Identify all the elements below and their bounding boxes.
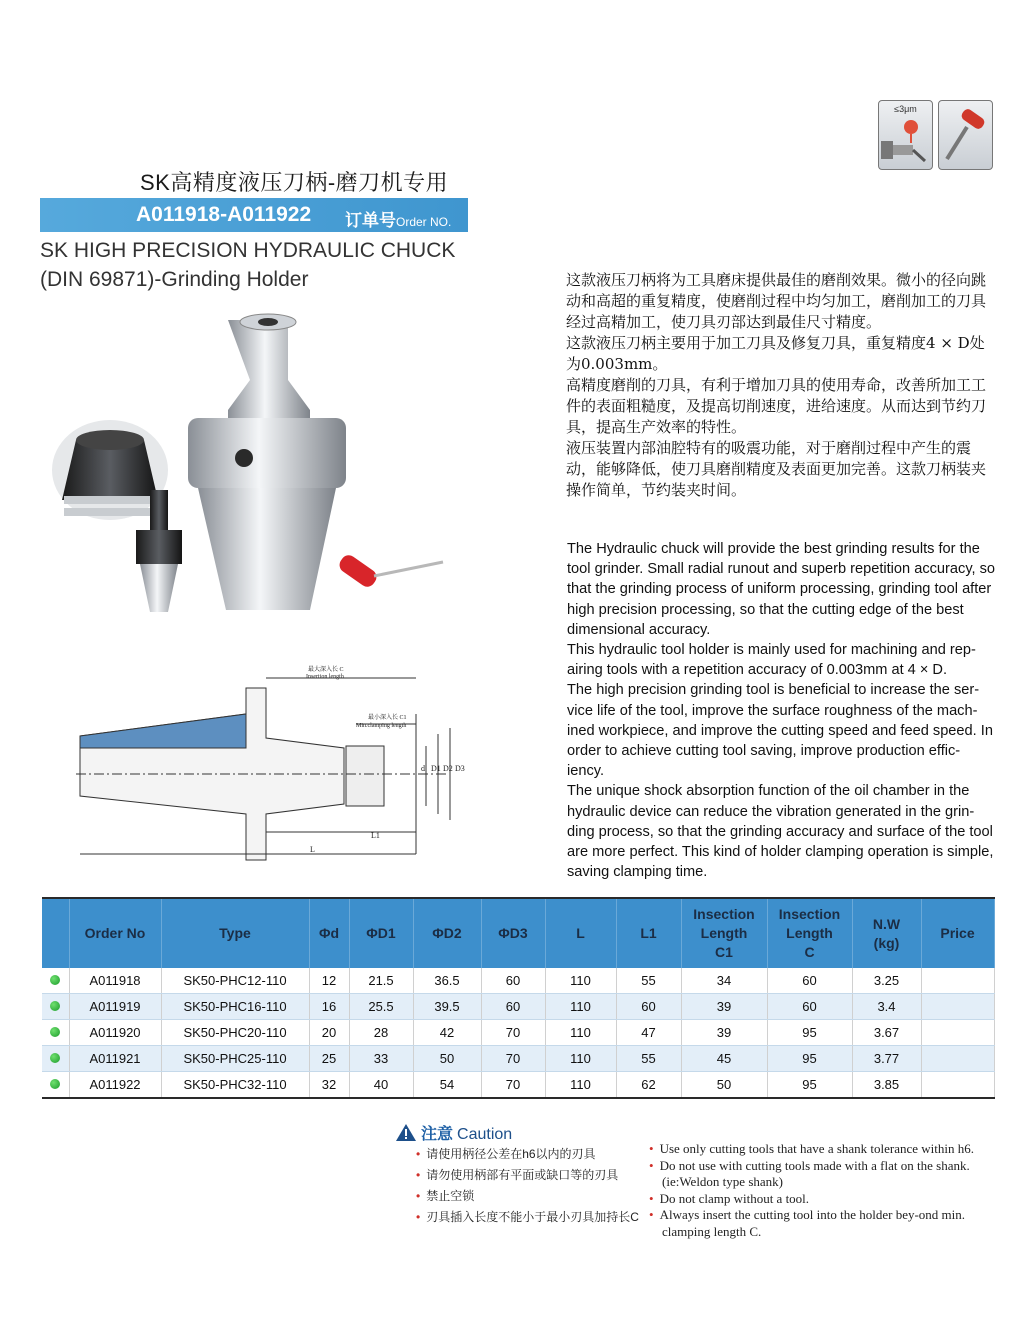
cell-d3: 70 xyxy=(481,1046,545,1072)
table-row[interactable] xyxy=(42,968,994,994)
header-d2: ΦD2 xyxy=(413,898,481,968)
header-l1: L1 xyxy=(616,898,681,968)
in-stock-dot-icon xyxy=(50,1079,60,1089)
header-l: L xyxy=(545,898,616,968)
cell-d1: 25.5 xyxy=(349,994,413,1020)
description-en-paragraph: This hydraulic tool holder is mainly used for machining and rep-airing tools with a repetition accuracy of 0.003mm at 4 × D. xyxy=(567,642,976,679)
description-cn-paragraph: 高精度磨削的刀具，有利于增加刀具的使用寿命，改善所加工工件的表面粗糙度，及提高切削速度，进给速度。从而达到节约刀具，提高生产效率的特性。 xyxy=(566,376,987,436)
cell-c1: 39 xyxy=(681,1020,767,1046)
caution-item-en: • Always insert the cutting tool into the holder bey-ond min. clamping length C. xyxy=(649,1207,994,1240)
cell-d2: 54 xyxy=(413,1072,481,1099)
header-order-no: Order No xyxy=(69,898,161,968)
in-stock-dot-icon xyxy=(50,975,60,985)
hex-key-drawing xyxy=(939,101,992,169)
status-cell xyxy=(42,968,69,994)
page-title-en-line2: (DIN 69871)-Grinding Holder xyxy=(40,268,309,291)
cell-d1: 28 xyxy=(349,1020,413,1046)
dim-d2: D2 xyxy=(443,764,453,773)
cell-order-no: A011919 xyxy=(69,994,161,1020)
in-stock-dot-icon xyxy=(50,1001,60,1011)
cell-l1: 62 xyxy=(616,1072,681,1099)
cell-l1: 47 xyxy=(616,1020,681,1046)
caution-heading xyxy=(395,1121,512,1144)
header-price: Price xyxy=(921,898,994,968)
status-cell xyxy=(42,1072,69,1099)
status-cell xyxy=(42,1046,69,1072)
cell-l1: 55 xyxy=(616,1046,681,1072)
cell-price xyxy=(921,994,994,1020)
description-en-paragraph: The Hydraulic chuck will provide the best grinding results for the tool grinder. Small radial runout and superb repetition accuracy, so that the grinding process of uniform processing, grinding tool after high precision processing, so that the cutting edge of the best dimensional accuracy. xyxy=(567,541,996,638)
cell-d: 16 xyxy=(309,994,349,1020)
cell-c: 60 xyxy=(767,968,852,994)
cell-type: SK50-PHC12-110 xyxy=(161,968,309,994)
order-label xyxy=(345,206,451,231)
cell-l1: 55 xyxy=(616,968,681,994)
caution-item-en: • Use only cutting tools that have a shank tolerance within h6. xyxy=(649,1141,994,1158)
caution-item-en: • Do not use with cutting tools made with a flat on the shank.(ie:Weldon type shank) xyxy=(649,1158,994,1191)
hex-key-icon xyxy=(938,100,993,170)
cell-type: SK50-PHC16-110 xyxy=(161,994,309,1020)
cell-weight: 3.25 xyxy=(852,968,921,994)
cell-c1: 39 xyxy=(681,994,767,1020)
runout-gauge-icon xyxy=(878,100,933,170)
cell-d2: 36.5 xyxy=(413,968,481,994)
cell-d: 32 xyxy=(309,1072,349,1099)
cell-d: 20 xyxy=(309,1020,349,1046)
caution-list-cn xyxy=(416,1144,639,1228)
order-label-cn: 订单号 xyxy=(345,211,396,230)
table-row[interactable] xyxy=(42,994,994,1020)
cell-d2: 39.5 xyxy=(413,994,481,1020)
cell-price xyxy=(921,1020,994,1046)
cell-c: 95 xyxy=(767,1020,852,1046)
dim-l: L xyxy=(310,845,315,854)
table-row[interactable] xyxy=(42,1072,994,1099)
table-row[interactable] xyxy=(42,1046,994,1072)
caution-title-en: Caution xyxy=(457,1126,513,1143)
caution-item-cn: • 刃具插入长度不能小于最小刃具加持长C xyxy=(416,1207,639,1228)
cell-d2: 50 xyxy=(413,1046,481,1072)
cell-d2: 42 xyxy=(413,1020,481,1046)
header-d1: ΦD1 xyxy=(349,898,413,968)
header-status xyxy=(42,898,69,968)
description-en xyxy=(567,539,997,882)
cell-order-no: A011920 xyxy=(69,1020,161,1046)
cell-d: 12 xyxy=(309,968,349,994)
caution-item-cn: • 请勿使用柄部有平面或缺口等的刃具 xyxy=(416,1165,639,1186)
cell-l1: 60 xyxy=(616,994,681,1020)
header-weight: N.W (kg) xyxy=(852,898,921,968)
cell-order-no: A011922 xyxy=(69,1072,161,1099)
caution-item-cn: • 请使用柄径公差在h6以内的刃具 xyxy=(416,1144,639,1165)
cell-order-no: A011918 xyxy=(69,968,161,994)
description-en-paragraph: The high precision grinding tool is beneficial to increase the ser-vice life of the tool, improve the surface roughness of the mach-ined workpiece, and improve the cutting speed and feed speed. In order to achieve cutting tool saving, improve production effic-iency. xyxy=(567,682,993,780)
description-cn-paragraph: 液压装置内部油腔特有的吸震功能，对于磨削过程中产生的震动，能够降低，使刀具磨削精度及表面更加完善。这款刀柄装夹操作简单，节约装夹时间。 xyxy=(566,439,987,499)
cell-weight: 3.85 xyxy=(852,1072,921,1099)
dim-d: d xyxy=(421,764,425,773)
table-header-row xyxy=(42,898,994,968)
cell-d3: 60 xyxy=(481,968,545,994)
product-photo xyxy=(48,300,458,620)
cell-price xyxy=(921,1046,994,1072)
cell-c: 95 xyxy=(767,1072,852,1099)
cell-l: 110 xyxy=(545,968,616,994)
header-insertion-c: Insection Length C xyxy=(767,898,852,968)
description-cn-paragraph: 这款液压刀柄将为工具磨床提供最佳的磨削效果。微小的径向跳动和高超的重复精度，使磨削过程中均匀加工，磨削加工的刀具经过高精加工，使刀具刃部达到最佳尺寸精度。 xyxy=(566,271,987,331)
page-title-cn: SK高精度液压刀柄-磨刀机专用 xyxy=(140,170,449,195)
cell-weight: 3.67 xyxy=(852,1020,921,1046)
cell-d3: 70 xyxy=(481,1072,545,1099)
cell-order-no: A011921 xyxy=(69,1046,161,1072)
cell-c1: 45 xyxy=(681,1046,767,1072)
insertion-length-cn: 最大深入长 C xyxy=(308,667,344,673)
min-clamp-en: Min.clamping length xyxy=(356,723,407,729)
dim-d1: D1 xyxy=(431,764,441,773)
cell-c1: 50 xyxy=(681,1072,767,1099)
cell-c1: 34 xyxy=(681,968,767,994)
status-cell xyxy=(42,1020,69,1046)
header-type: Type xyxy=(161,898,309,968)
cell-price xyxy=(921,1072,994,1099)
caution-item-cn: • 禁止空锁 xyxy=(416,1186,639,1207)
cell-l: 110 xyxy=(545,1046,616,1072)
description-cn-paragraph: 这款液压刀柄主要用于加工刀具及修复刀具，重复精度4 × D处为0.003mm。 xyxy=(566,334,985,373)
technical-drawing xyxy=(76,664,476,864)
cell-d3: 70 xyxy=(481,1020,545,1046)
cell-price xyxy=(921,968,994,994)
page-title-en xyxy=(40,236,455,294)
cell-type: SK50-PHC25-110 xyxy=(161,1046,309,1072)
cell-c: 95 xyxy=(767,1046,852,1072)
header-insertion-c1: Insection Length C1 xyxy=(681,898,767,968)
cell-weight: 3.77 xyxy=(852,1046,921,1072)
min-clamp-cn: 最小深入长 C1 xyxy=(368,715,407,721)
caution-title-cn: 注意 xyxy=(421,1126,454,1143)
caution-item-en: • Do not clamp without a tool. xyxy=(649,1191,994,1208)
order-code-banner xyxy=(40,198,468,232)
cell-l: 110 xyxy=(545,994,616,1020)
page-title-en-line1: SK HIGH PRECISION HYDRAULIC CHUCK xyxy=(40,239,456,262)
description-cn xyxy=(566,270,994,501)
header-d3: ΦD3 xyxy=(481,898,545,968)
cell-d1: 33 xyxy=(349,1046,413,1072)
in-stock-dot-icon xyxy=(50,1027,60,1037)
in-stock-dot-icon xyxy=(50,1053,60,1063)
warning-triangle-icon xyxy=(395,1123,417,1142)
cell-d1: 40 xyxy=(349,1072,413,1099)
caution-list-en xyxy=(649,1141,994,1240)
insertion-length-en: Insertion length xyxy=(306,674,344,680)
spec-table xyxy=(42,897,995,1099)
cell-d3: 60 xyxy=(481,994,545,1020)
header-d: Φd xyxy=(309,898,349,968)
order-codes: A011918-A011922 xyxy=(136,203,312,226)
cell-l: 110 xyxy=(545,1020,616,1046)
cell-d1: 21.5 xyxy=(349,968,413,994)
dim-l1: L1 xyxy=(371,831,380,840)
cell-c: 60 xyxy=(767,994,852,1020)
cell-weight: 3.4 xyxy=(852,994,921,1020)
cell-type: SK50-PHC32-110 xyxy=(161,1072,309,1099)
cell-type: SK50-PHC20-110 xyxy=(161,1020,309,1046)
cell-l: 110 xyxy=(545,1072,616,1099)
dim-d3: D3 xyxy=(455,764,465,773)
status-cell xyxy=(42,994,69,1020)
runout-badge: ≤3μm xyxy=(894,104,917,114)
order-label-en: Order NO. xyxy=(396,215,452,229)
cell-d: 25 xyxy=(309,1046,349,1072)
description-en-paragraph: The unique shock absorption function of the oil chamber in the hydraulic device can reduce the vibration generated in the grin-ding process, so that the grinding accuracy and surface of the tool are more perfect. This kind of holder clamping operation is simple, saving clamping time. xyxy=(567,783,994,881)
table-row[interactable] xyxy=(42,1020,994,1046)
